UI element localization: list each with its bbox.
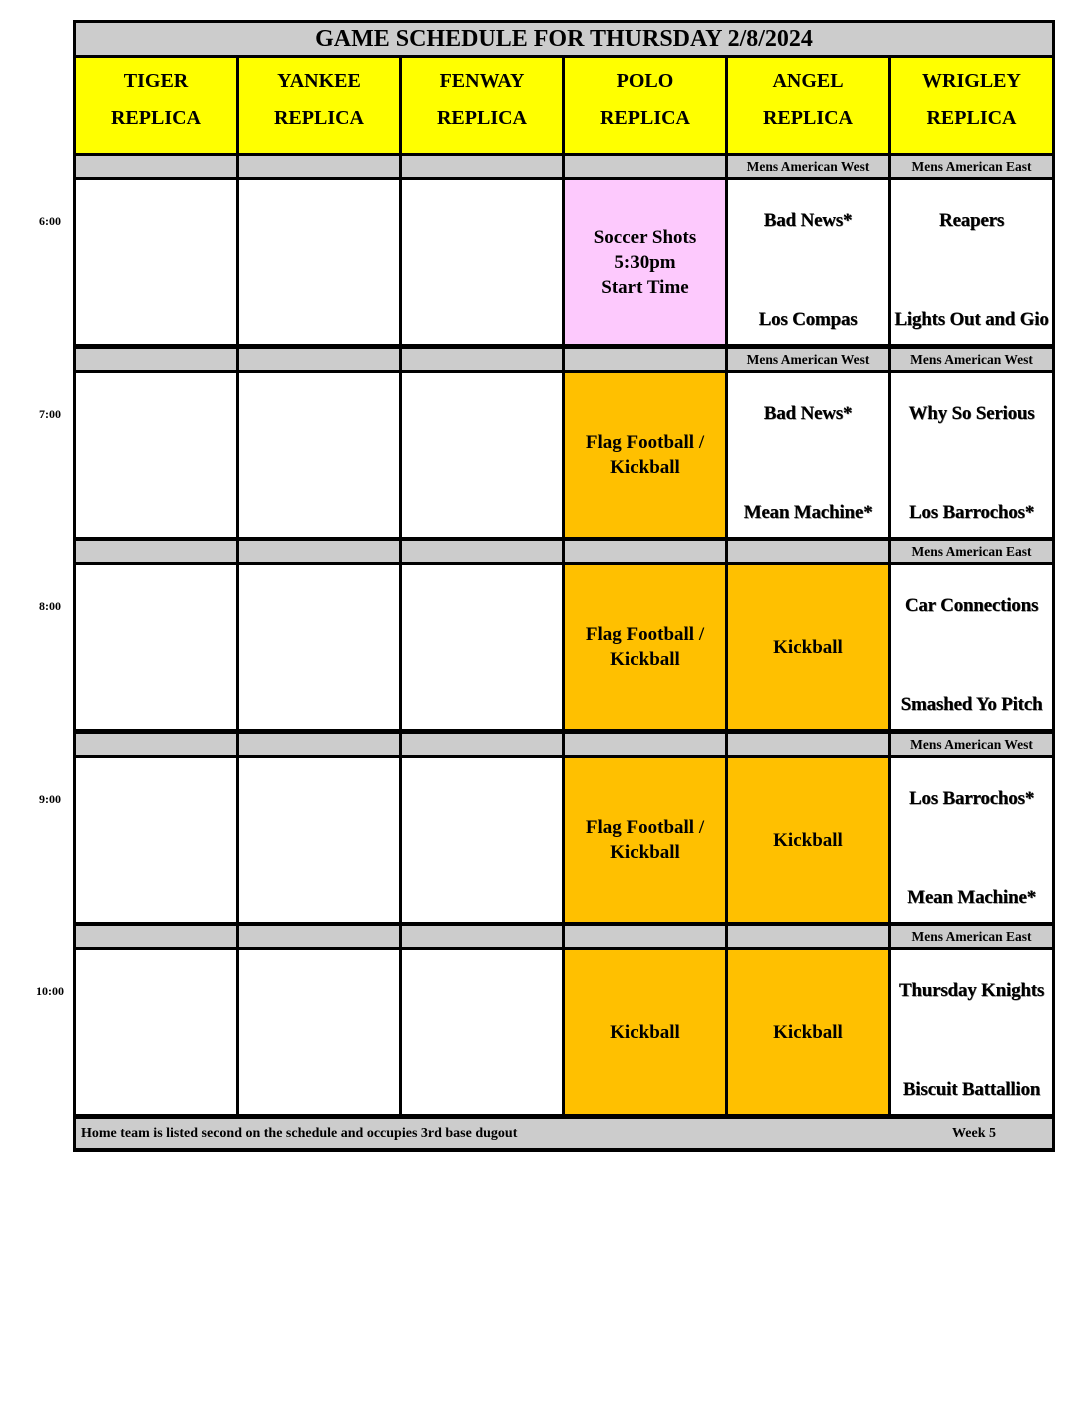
division-label: Mens American West [746, 158, 870, 174]
empty-slot [402, 758, 562, 922]
field-subtitle: REPLICA [599, 107, 690, 129]
division-band [239, 926, 399, 947]
division-band [402, 156, 562, 177]
time-label: 9:00 [39, 792, 61, 806]
event-line: Flag Football / [585, 432, 705, 453]
division-label: Mens American East [911, 158, 1032, 174]
field-name: TIGER [123, 70, 189, 92]
field-name: FENWAY [439, 70, 525, 92]
division-band [402, 926, 562, 947]
game-matchup [891, 758, 1052, 922]
home-team: Lights Out and Gio [894, 309, 1049, 330]
event-block [565, 950, 725, 1114]
home-team: Los Compas [758, 309, 858, 330]
home-team: Smashed Yo Pitch [900, 694, 1043, 715]
division-label: Mens American West [910, 351, 1033, 367]
game-matchup [891, 373, 1052, 537]
empty-slot [239, 180, 399, 344]
empty-slot [76, 565, 236, 729]
division-band [239, 156, 399, 177]
division-band [728, 541, 888, 562]
field-subtitle: REPLICA [110, 107, 201, 129]
division-band [891, 156, 1052, 177]
field-header-tiger [76, 58, 236, 153]
field-subtitle: REPLICA [926, 107, 1017, 129]
division-band [76, 734, 236, 755]
division-band [565, 541, 725, 562]
empty-slot [76, 950, 236, 1114]
empty-slot [76, 373, 236, 537]
field-subtitle: REPLICA [762, 107, 853, 129]
event-line: Kickball [610, 457, 680, 478]
division-label: Mens American East [911, 928, 1032, 944]
division-band [891, 349, 1052, 370]
division-band [402, 349, 562, 370]
division-label: Mens American West [910, 736, 1033, 752]
empty-slot [239, 950, 399, 1114]
division-band [239, 541, 399, 562]
division-band [891, 926, 1052, 947]
away-team: Los Barrochos* [908, 788, 1035, 809]
home-team: Mean Machine* [743, 502, 873, 523]
field-subtitle: REPLICA [273, 107, 364, 129]
event-line: 5:30pm [614, 251, 676, 273]
home-team: Los Barrochos* [908, 502, 1035, 523]
away-team: Bad News* [763, 403, 853, 424]
game-matchup [891, 950, 1052, 1114]
empty-slot [76, 758, 236, 922]
division-band [239, 734, 399, 755]
home-team: Biscuit Battallion [902, 1079, 1041, 1100]
field-header-angel [728, 58, 888, 153]
event-line: Kickball [610, 842, 680, 863]
division-band [728, 349, 888, 370]
field-name: POLO [616, 70, 674, 92]
field-subtitle: REPLICA [436, 107, 527, 129]
event-block [565, 373, 725, 537]
division-band [565, 926, 725, 947]
away-team: Thursday Knights [898, 980, 1045, 1001]
division-band [402, 734, 562, 755]
division-band [402, 541, 562, 562]
field-name: ANGEL [772, 70, 844, 92]
division-band [76, 541, 236, 562]
away-team: Car Connections [904, 595, 1039, 616]
division-label: Mens American West [746, 351, 870, 367]
empty-slot [239, 565, 399, 729]
event-line: Kickball [610, 1021, 680, 1043]
empty-slot [239, 758, 399, 922]
division-band [728, 156, 888, 177]
time-label: 7:00 [39, 407, 61, 421]
division-band [891, 541, 1052, 562]
event-line: Flag Football / [585, 817, 705, 838]
game-matchup [891, 565, 1052, 729]
division-band [728, 926, 888, 947]
event-line: Kickball [773, 1021, 843, 1043]
division-band [565, 349, 725, 370]
event-block [728, 565, 888, 729]
game-matchup [891, 180, 1052, 344]
event-line: Soccer Shots [593, 226, 697, 248]
game-matchup [728, 373, 888, 537]
event-line: Kickball [773, 829, 843, 851]
empty-slot [402, 180, 562, 344]
division-band [76, 156, 236, 177]
division-band [565, 156, 725, 177]
time-label: 6:00 [39, 214, 61, 228]
event-line: Kickball [773, 636, 843, 658]
week-label: Week 5 [952, 1125, 996, 1141]
division-band [239, 349, 399, 370]
event-line: Start Time [601, 276, 689, 298]
footer-note: Home team is listed second on the schedule and occupies 3rd base dugout [81, 1125, 518, 1141]
event-line: Kickball [610, 649, 680, 670]
field-header-fenway [402, 58, 562, 153]
empty-slot [239, 373, 399, 537]
empty-slot [76, 180, 236, 344]
empty-slot [402, 565, 562, 729]
event-block [728, 758, 888, 922]
field-name: WRIGLEY [922, 70, 1021, 92]
division-band [565, 734, 725, 755]
schedule-grid [73, 20, 1055, 1152]
game-matchup [728, 180, 888, 344]
field-header-polo [565, 58, 725, 153]
division-band [728, 734, 888, 755]
time-label: 10:00 [36, 984, 64, 998]
field-header-yankee [239, 58, 399, 153]
event-block [565, 565, 725, 729]
division-label: Mens American East [911, 543, 1032, 559]
footer-bar [76, 1119, 1052, 1148]
field-name: YANKEE [277, 70, 361, 92]
event-block [565, 758, 725, 922]
page-title: GAME SCHEDULE FOR THURSDAY 2/8/2024 [76, 23, 1052, 55]
division-band [891, 734, 1052, 755]
away-team: Bad News* [763, 210, 853, 231]
away-team: Why So Serious [908, 403, 1035, 424]
home-team: Mean Machine* [907, 887, 1036, 908]
field-header-wrigley [891, 58, 1052, 153]
event-block [565, 180, 725, 344]
empty-slot [402, 950, 562, 1114]
empty-slot [402, 373, 562, 537]
time-label: 8:00 [39, 599, 61, 613]
away-team: Reapers [938, 210, 1005, 231]
event-line: Flag Football / [585, 624, 705, 645]
division-band [76, 926, 236, 947]
event-block [728, 950, 888, 1114]
division-band [76, 349, 236, 370]
